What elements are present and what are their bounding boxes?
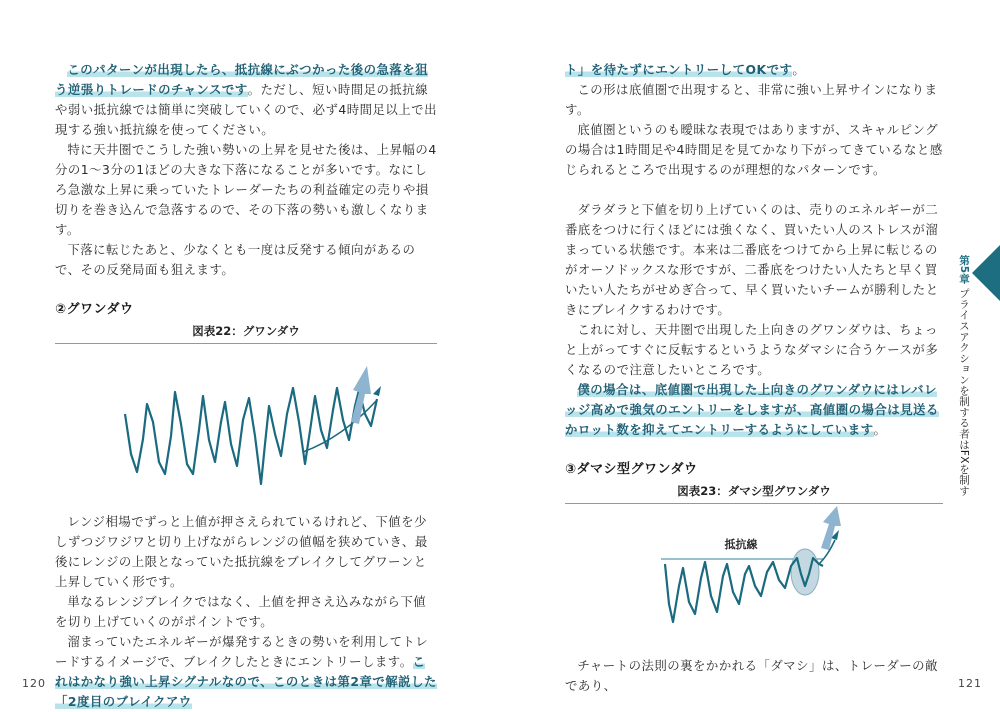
paragraph-text: 。ただし、短い時間足の抵抗線や弱い抵抗線では簡単に突破していくので、必ず4時間足以上で出現する強い抵抗線を使ってください。 [55, 82, 437, 137]
chapter-tab-marker [972, 245, 1000, 301]
page-number: 121 [958, 677, 982, 690]
gwandau-chart [55, 344, 437, 504]
section-heading: ③ダマシ型グワンダウ [565, 462, 698, 477]
big-up-arrow [821, 506, 841, 550]
left-page [55, 60, 437, 712]
paragraph: これに対し、天井圏で出現した上向きのグワンダウは、ちょっと上がってすぐに反転するというようなダマシに合うケースが多くなるので注意したいところです。 [565, 322, 939, 377]
fakeout-highlight-ellipse [791, 549, 819, 595]
chapter-title: プライスアクションを制する者はFXを制す [958, 287, 970, 497]
paragraph: ダラダラと下値を切り上げていくのは、売りのエネルギーが二番底をつけに行くほどには強くなく、買いたい人のストレスが溜まっている状態です。本来は二番底をつけてから上昇に転じるのがオーソドックスな形ですが、二番底をつけたい人たちと早く買いたい人たちがせめぎ合って、早く買いたいチームが勝利したときにブレイクするわけです。 [565, 202, 939, 317]
paragraph-text: 溜まっていたエネルギーが爆発するときの勢いを利用してトレードするイメージで、ブレイクしたときにエントリーします。 [55, 634, 429, 669]
paragraph: 下落に転じたあと、少なくとも一度は反発する傾向があるので、その反発局面も狙えます。 [55, 242, 416, 277]
damashi-gwandau-chart [565, 504, 943, 644]
figure-caption: 図表23：ダマシ型グワンダウ [565, 483, 943, 504]
paragraph-text: 。 [873, 422, 887, 437]
chapter-side-label [955, 255, 969, 496]
paragraph-text: 。 [792, 62, 806, 77]
paragraph [565, 380, 943, 440]
highlighted-text: ト」を待たずにエントリーしてOKです [565, 62, 793, 77]
small-arrow-head [373, 386, 381, 396]
price-line [125, 388, 377, 484]
paragraph: レンジ相場でずっと上値が押さえられているけれど、下値を少しずつジワジワと切り上げながらレンジの値幅を狭めていき、最後にレンジの上限となっていた抵抗線をブレイクしてグワーンと上昇していく形です。 [55, 514, 428, 589]
highlighted-text: このパターンが出現したら、抵抗線にぶつかった後の急落を狙う逆張りトレードのチャンスです [55, 62, 429, 97]
paragraph [565, 60, 943, 80]
figure-23-chart [565, 504, 943, 644]
paragraph: 単なるレンジブレイクではなく、上値を押さえ込みながら下値を切り上げていくのがポイントです。 [55, 594, 427, 629]
paragraph [55, 60, 437, 140]
paragraph: 特に天井圏でこうした強い勢いの上昇を見せた後は、上昇幅の4分の1〜3分の1ほどの大きな下落になることが多いです。なにしろ急激な上昇に乗っていたトレーダーたちの利益確定の売りや損切りを巻き込んで急落するので、その下落の勢いも激しくなります。 [55, 142, 437, 237]
right-page [565, 60, 943, 696]
paragraph: 底値圏というのも曖昧な表現ではありますが、スキャルピングの場合は1時間足や4時間足を見てかなり下がってきているなと感じられるところで出現するのが理想的なパターンです。 [565, 122, 943, 177]
figure-caption: 図表22：グワンダウ [55, 323, 437, 344]
chapter-number: 第5章 [958, 255, 970, 285]
figure-22-chart [55, 344, 437, 504]
paragraph [55, 632, 437, 712]
paragraph: チャートの法則の裏をかかれる「ダマシ」は、トレーダーの敵であり、 [565, 658, 938, 693]
highlighted-text: これはかなり強い上昇シグナルなので、このときは第2章で解説した「2度目のブレイクアウ [55, 654, 437, 709]
page-number: 120 [22, 677, 46, 690]
highlighted-text: 僕の場合は、底値圏で出現した上向きのグワンダウにはレバレッジ高めで強気のエントリーをしますが、高値圏の場合は見送るかロット数を抑えてエントリーするようにしています [565, 382, 939, 437]
paragraph: この形は底値圏で出現すると、非常に強い上昇サインになります。 [565, 82, 938, 117]
resistance-label: 抵抗線 [724, 538, 758, 551]
section-heading: ②グワンダウ [55, 302, 134, 317]
